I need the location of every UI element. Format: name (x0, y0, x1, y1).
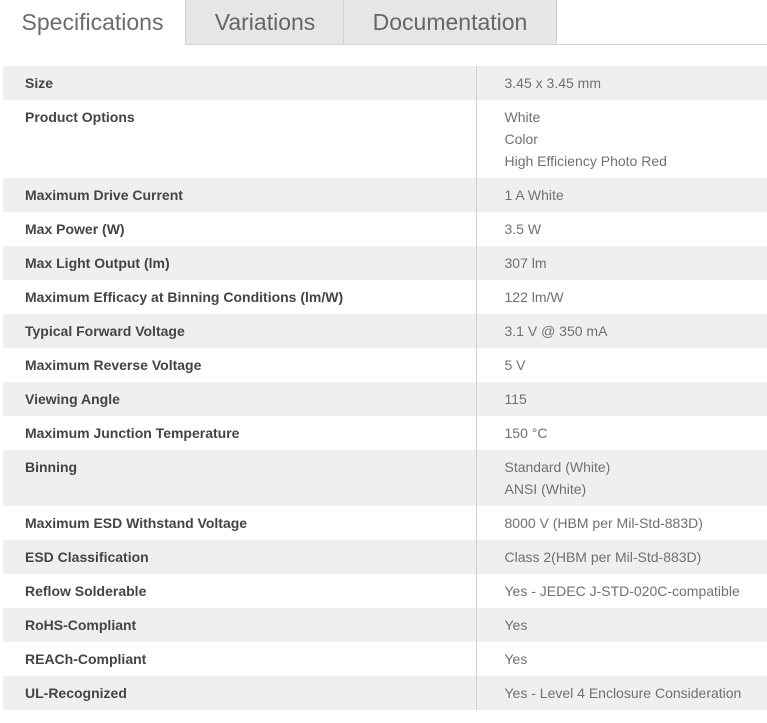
spec-row (3, 450, 767, 506)
spec-value-line: Color (504, 131, 538, 147)
spec-label: Maximum Junction Temperature (3, 416, 476, 450)
spec-value-line: 5 V (504, 357, 526, 373)
specifications-table-body (3, 66, 767, 710)
spec-row (3, 382, 767, 416)
spec-value-line: 8000 V (HBM per Mil-Std-883D) (504, 515, 703, 531)
spec-label: Binning (3, 450, 476, 506)
tab-documentation[interactable]: Documentation (343, 0, 557, 44)
spec-value (476, 608, 767, 642)
tab-bar (0, 0, 767, 45)
spec-value-line: ANSI (White) (504, 481, 587, 497)
tab-specifications[interactable]: Specifications (0, 0, 185, 45)
spec-value (476, 382, 767, 416)
spec-label: Product Options (3, 100, 476, 178)
spec-value-line: 3.1 V @ 350 mA (504, 323, 608, 339)
spec-value (476, 642, 767, 676)
spec-row (3, 280, 767, 314)
spec-row (3, 212, 767, 246)
spec-value-line: Class 2(HBM per Mil-Std-883D) (504, 549, 702, 565)
spec-label: Max Light Output (lm) (3, 246, 476, 280)
spec-label: Maximum Reverse Voltage (3, 348, 476, 382)
spec-row (3, 348, 767, 382)
spec-value (476, 450, 767, 506)
spec-row (3, 416, 767, 450)
spec-label: Maximum Efficacy at Binning Conditions (lm/W) (3, 280, 476, 314)
spec-value-line: 1 A White (504, 187, 564, 203)
spec-value (476, 280, 767, 314)
spec-label: Reflow Solderable (3, 574, 476, 608)
spec-row (3, 506, 767, 540)
spec-value-line: 115 (504, 391, 527, 407)
spec-value (476, 100, 767, 178)
spec-row (3, 246, 767, 280)
spec-value (476, 348, 767, 382)
spec-value-line: High Efficiency Photo Red (504, 153, 667, 169)
spec-value-line: 150 °C (504, 425, 548, 441)
spec-value (476, 574, 767, 608)
spec-label: RoHS-Compliant (3, 608, 476, 642)
tab-bar-divider (185, 44, 767, 45)
tab-variations[interactable]: Variations (185, 0, 344, 44)
spec-value-line: 3.45 x 3.45 mm (504, 75, 601, 91)
spec-label: Max Power (W) (3, 212, 476, 246)
spec-label: REACh-Compliant (3, 642, 476, 676)
spec-value (476, 416, 767, 450)
spec-label: UL-Recognized (3, 676, 476, 710)
spec-label: ESD Classification (3, 540, 476, 574)
spec-value-line: Standard (White) (504, 459, 611, 475)
spec-value (476, 676, 767, 710)
spec-value-line: 307 lm (504, 255, 547, 271)
spec-row (3, 642, 767, 676)
spec-value (476, 314, 767, 348)
spec-value (476, 540, 767, 574)
spec-value-line: 3.5 W (504, 221, 542, 237)
spec-label: Size (3, 66, 476, 100)
spec-value (476, 246, 767, 280)
spec-value (476, 66, 767, 100)
spec-value (476, 506, 767, 540)
spec-label: Maximum ESD Withstand Voltage (3, 506, 476, 540)
spec-label: Typical Forward Voltage (3, 314, 476, 348)
spec-row (3, 540, 767, 574)
spec-row (3, 66, 767, 100)
spec-row (3, 574, 767, 608)
spec-value-line: Yes (504, 617, 528, 633)
spec-value-line: 122 lm/W (504, 289, 564, 305)
spec-value-line: Yes - Level 4 Enclosure Consideration (504, 685, 742, 701)
spec-value-line: Yes - JEDEC J-STD-020C-compatible (504, 583, 740, 599)
spec-row (3, 178, 767, 212)
spec-value (476, 178, 767, 212)
specifications-table (3, 66, 767, 710)
spec-value-line: Yes (504, 651, 528, 667)
spec-row (3, 676, 767, 710)
spec-value-line: White (504, 109, 541, 125)
spec-row (3, 608, 767, 642)
spec-row (3, 314, 767, 348)
spec-label: Maximum Drive Current (3, 178, 476, 212)
spec-value (476, 212, 767, 246)
spec-row (3, 100, 767, 178)
spec-label: Viewing Angle (3, 382, 476, 416)
